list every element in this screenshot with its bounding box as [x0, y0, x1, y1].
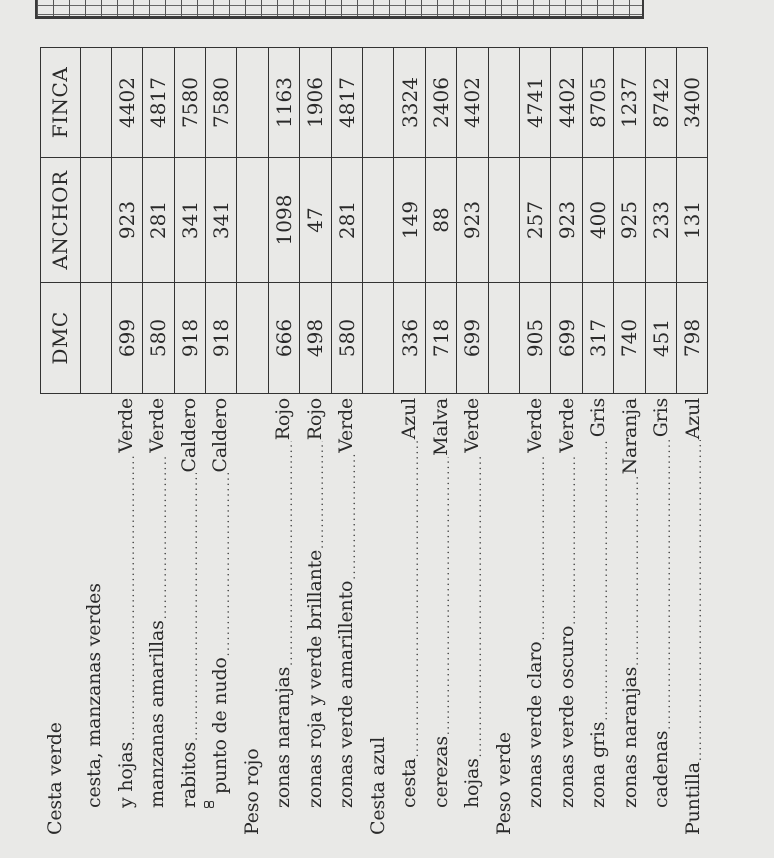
section-heading	[237, 398, 269, 835]
finca-cell	[80, 48, 111, 158]
list-item	[79, 398, 111, 808]
item-color: Gris	[587, 398, 609, 438]
item-label: zonas naranjas	[272, 666, 294, 808]
item-label: Peso rojo	[240, 748, 263, 835]
item-label: zonas naranjas	[618, 666, 641, 808]
finca-cell	[363, 48, 394, 158]
list-item	[174, 398, 206, 808]
item-label: hojas	[461, 758, 483, 808]
table-row	[551, 48, 582, 394]
list-item	[615, 398, 647, 808]
table-row	[676, 48, 707, 394]
list-item	[205, 398, 237, 808]
list-item	[552, 398, 584, 808]
anchor-cell: 88	[425, 158, 456, 283]
table-row	[300, 48, 331, 394]
dmc-cell	[237, 283, 268, 394]
item-color: Caldero	[177, 398, 200, 473]
dmc-cell: 336	[394, 283, 425, 394]
item-color: Azul	[681, 398, 704, 440]
finca-cell: 1906	[300, 48, 331, 158]
finca-cell	[488, 48, 519, 158]
header-finca: FINCA	[41, 48, 81, 158]
list-item	[583, 398, 615, 808]
item-color: Malva	[429, 398, 452, 456]
knot-stitch-icon	[204, 802, 213, 808]
dmc-cell: 451	[645, 283, 676, 394]
anchor-cell: 281	[331, 158, 362, 283]
dmc-cell: 580	[143, 283, 174, 394]
leader-dots	[331, 454, 363, 580]
finca-cell: 4402	[551, 48, 582, 158]
item-color: Verde	[555, 398, 578, 453]
dmc-cell: 740	[614, 283, 645, 394]
table-row	[394, 48, 425, 394]
item-label: cadenas	[650, 730, 672, 808]
table-row	[488, 48, 519, 394]
finca-cell: 7580	[174, 48, 205, 158]
anchor-cell	[488, 158, 519, 283]
list-item	[111, 398, 143, 808]
item-color: Rojo	[272, 398, 294, 441]
leader-dots	[205, 473, 237, 656]
leader-dots	[583, 438, 615, 720]
finca-cell: 1163	[268, 48, 299, 158]
table-row	[174, 48, 205, 394]
anchor-cell: 923	[111, 158, 142, 283]
dmc-cell: 699	[111, 283, 142, 394]
table-row	[614, 48, 645, 394]
list-item	[300, 398, 332, 808]
list-item	[457, 398, 489, 808]
item-color: Verde	[146, 398, 168, 453]
item-label: y hojas	[114, 741, 137, 808]
dmc-cell: 317	[582, 283, 613, 394]
finca-cell: 1237	[614, 48, 645, 158]
finca-cell: 4817	[331, 48, 362, 158]
anchor-cell: 131	[676, 158, 707, 283]
leader-dots	[615, 475, 647, 665]
leader-dots	[457, 454, 489, 758]
item-color: Verde	[114, 398, 137, 453]
finca-cell: 4402	[111, 48, 142, 158]
item-color: Verde	[335, 398, 357, 453]
header-anchor: ANCHOR	[41, 158, 81, 283]
item-color: Caldero	[209, 398, 231, 473]
item-color: Rojo	[303, 398, 326, 441]
anchor-cell	[363, 158, 394, 283]
item-label: cerezas	[429, 736, 452, 808]
anchor-cell: 923	[551, 158, 582, 283]
item-label: punto de nudo	[209, 657, 231, 794]
dmc-cell	[80, 283, 111, 394]
anchor-cell: 400	[582, 158, 613, 283]
finca-cell: 4817	[143, 48, 174, 158]
table-row	[425, 48, 456, 394]
leader-dots	[646, 438, 678, 729]
finca-cell: 8705	[582, 48, 613, 158]
item-label: cesta	[398, 758, 420, 808]
finca-cell: 3324	[394, 48, 425, 158]
dmc-cell: 666	[268, 283, 299, 394]
table-row	[645, 48, 676, 394]
anchor-cell: 341	[206, 158, 237, 283]
dmc-cell: 580	[331, 283, 362, 394]
anchor-cell: 341	[174, 158, 205, 283]
leader-dots	[426, 457, 458, 735]
anchor-cell: 923	[457, 158, 488, 283]
list-item	[142, 398, 174, 808]
item-label: zona gris	[587, 721, 609, 808]
dmc-cell: 918	[206, 283, 237, 394]
table-row	[268, 48, 299, 394]
table-row	[80, 48, 111, 394]
dmc-cell: 718	[425, 283, 456, 394]
table-row	[237, 48, 268, 394]
leader-dots	[300, 441, 332, 549]
item-label: zonas verde oscuro	[555, 625, 578, 808]
table-row	[519, 48, 550, 394]
item-label: Cesta azul	[366, 736, 389, 835]
anchor-cell: 149	[394, 158, 425, 283]
table-row	[206, 48, 237, 394]
leader-dots	[520, 454, 552, 641]
anchor-cell: 1098	[268, 158, 299, 283]
list-item	[331, 398, 363, 808]
anchor-cell: 925	[614, 158, 645, 283]
list-item	[268, 398, 300, 808]
leader-dots	[394, 440, 426, 757]
finca-cell: 7580	[206, 48, 237, 158]
anchor-cell	[80, 158, 111, 283]
finca-cell: 4402	[457, 48, 488, 158]
item-label: rabitos	[177, 741, 200, 808]
table-row	[582, 48, 613, 394]
item-label: zonas verde claro	[524, 641, 546, 808]
dmc-cell: 918	[174, 283, 205, 394]
anchor-cell: 281	[143, 158, 174, 283]
item-label: zonas verde amarillento	[335, 580, 357, 808]
dmc-cell	[363, 283, 394, 394]
item-color: Naranja	[618, 398, 641, 475]
item-color: Verde	[461, 398, 483, 453]
table-row	[363, 48, 394, 394]
finca-cell: 8742	[645, 48, 676, 158]
table-row	[143, 48, 174, 394]
list-item	[394, 398, 426, 808]
anchor-cell: 257	[519, 158, 550, 283]
list-item	[646, 398, 678, 808]
dmc-cell: 798	[676, 283, 707, 394]
item-color: Gris	[650, 398, 672, 438]
header-dmc: DMC	[41, 283, 81, 394]
dmc-cell	[488, 283, 519, 394]
thread-table	[40, 47, 708, 394]
item-label: Peso verde	[492, 732, 515, 835]
item-label: cesta, manzanas verdes	[83, 583, 105, 808]
item-label: manzanas amarillas	[146, 620, 168, 808]
item-color: Verde	[524, 398, 546, 453]
list-item	[426, 398, 458, 808]
section-heading: Cesta verde	[44, 722, 66, 835]
anchor-cell: 47	[300, 158, 331, 283]
table-header-row	[41, 48, 81, 394]
table-row	[457, 48, 488, 394]
item-color: Azul	[398, 398, 420, 440]
table-row	[331, 48, 362, 394]
section-heading	[363, 398, 395, 835]
table-row	[111, 48, 142, 394]
leader-dots	[268, 441, 300, 666]
finca-cell: 2406	[425, 48, 456, 158]
list-item	[520, 398, 552, 808]
dmc-cell: 699	[551, 283, 582, 394]
leader-dots	[174, 473, 206, 740]
leader-dots	[678, 440, 710, 761]
anchor-cell	[237, 158, 268, 283]
finca-cell: 3400	[676, 48, 707, 158]
section-heading	[489, 398, 521, 835]
item-label: zonas roja y verde brillante	[303, 549, 326, 808]
leader-dots	[142, 454, 174, 620]
section-heading	[678, 398, 710, 835]
anchor-cell: 233	[645, 158, 676, 283]
dmc-cell: 699	[457, 283, 488, 394]
dmc-cell: 905	[519, 283, 550, 394]
finca-cell	[237, 48, 268, 158]
dmc-cell: 498	[300, 283, 331, 394]
item-label: Puntilla	[681, 762, 704, 835]
finca-cell: 4741	[519, 48, 550, 158]
leader-dots	[552, 454, 584, 625]
leader-dots	[111, 454, 143, 741]
